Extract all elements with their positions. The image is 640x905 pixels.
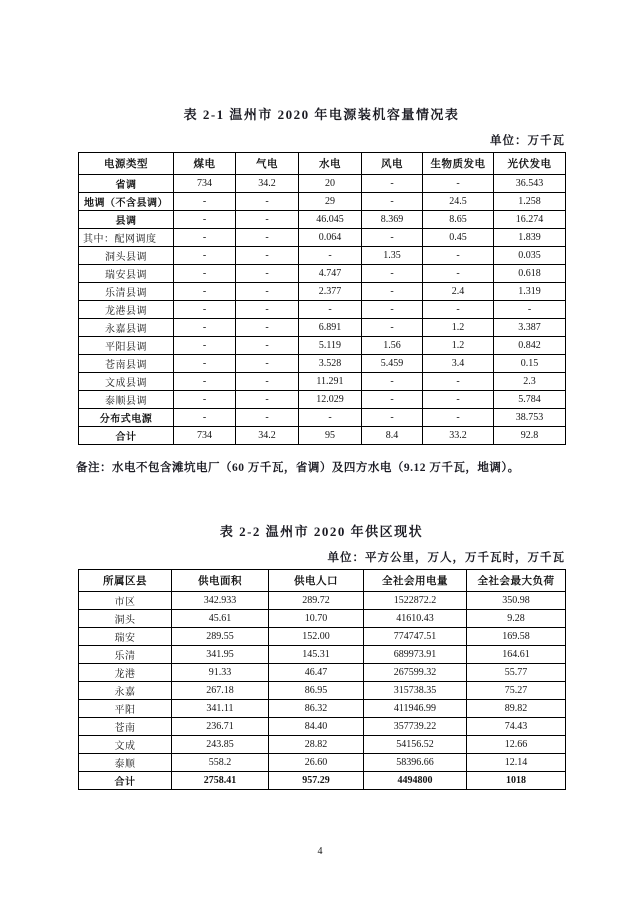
- cell-value: 2.377: [299, 283, 362, 301]
- table1-title: 表 2-1 温州市 2020 年电源装机容量情况表: [183, 107, 460, 122]
- supply-table-body: [79, 592, 566, 790]
- table-row: [79, 193, 566, 211]
- cell-value: 1522872.2: [364, 592, 467, 610]
- cell-value: 92.8: [494, 427, 566, 445]
- cell-value: -: [423, 265, 494, 283]
- table-row: [79, 355, 566, 373]
- cell-value: 1.839: [494, 229, 566, 247]
- table-row: [79, 373, 566, 391]
- cell-value: 341.11: [172, 700, 269, 718]
- cell-value: 20: [299, 175, 362, 193]
- cell-value: 558.2: [172, 754, 269, 772]
- row-label: 其中：配网调度: [79, 229, 174, 247]
- table-row: [79, 175, 566, 193]
- cell-value: 16.274: [494, 211, 566, 229]
- row-label: 永嘉: [79, 682, 172, 700]
- table-row: [79, 700, 566, 718]
- cell-value: -: [299, 247, 362, 265]
- capacity-table-header: [79, 153, 566, 175]
- cell-value: 1018: [467, 772, 566, 790]
- cell-value: -: [423, 175, 494, 193]
- cell-value: 86.32: [269, 700, 364, 718]
- cell-value: -: [299, 409, 362, 427]
- cell-value: 6.891: [299, 319, 362, 337]
- row-label: 平阳县调: [79, 337, 174, 355]
- cell-value: -: [174, 319, 236, 337]
- cell-value: 1.2: [423, 319, 494, 337]
- cell-value: -: [174, 229, 236, 247]
- table-row: [79, 628, 566, 646]
- cell-value: -: [236, 229, 299, 247]
- cell-value: -: [174, 211, 236, 229]
- cell-value: 3.387: [494, 319, 566, 337]
- cell-value: -: [236, 319, 299, 337]
- cell-value: 4.747: [299, 265, 362, 283]
- cell-value: 1.319: [494, 283, 566, 301]
- cell-value: 5.459: [362, 355, 423, 373]
- table-row: [79, 391, 566, 409]
- cell-value: -: [174, 265, 236, 283]
- cell-value: 1.56: [362, 337, 423, 355]
- row-label: 地调（不含县调）: [79, 193, 174, 211]
- table-row: [79, 772, 566, 790]
- header-row: [79, 570, 566, 592]
- table2-block: [78, 521, 565, 790]
- cell-value: 10.70: [269, 610, 364, 628]
- cell-value: 357739.22: [364, 718, 467, 736]
- cell-value: -: [362, 409, 423, 427]
- cell-value: -: [236, 247, 299, 265]
- cell-value: 29: [299, 193, 362, 211]
- table-row: [79, 283, 566, 301]
- cell-value: -: [236, 409, 299, 427]
- row-label: 苍南县调: [79, 355, 174, 373]
- cell-value: -: [423, 247, 494, 265]
- cell-value: -: [423, 301, 494, 319]
- cell-value: -: [174, 247, 236, 265]
- column-header: 全社会用电量: [364, 570, 467, 592]
- cell-value: 89.82: [467, 700, 566, 718]
- cell-value: 95: [299, 427, 362, 445]
- cell-value: 75.27: [467, 682, 566, 700]
- cell-value: -: [423, 391, 494, 409]
- cell-value: -: [362, 193, 423, 211]
- cell-value: 0.842: [494, 337, 566, 355]
- cell-value: -: [236, 337, 299, 355]
- capacity-table-body: [79, 175, 566, 445]
- cell-value: 34.2: [236, 175, 299, 193]
- cell-value: -: [236, 283, 299, 301]
- cell-value: -: [236, 211, 299, 229]
- cell-value: -: [174, 337, 236, 355]
- table1-unit-label: 单位：万千瓦: [490, 135, 565, 147]
- cell-value: 774747.51: [364, 628, 467, 646]
- cell-value: 164.61: [467, 646, 566, 664]
- cell-value: -: [236, 391, 299, 409]
- column-header: 生物质发电: [423, 153, 494, 175]
- cell-value: -: [174, 409, 236, 427]
- cell-value: 36.543: [494, 175, 566, 193]
- cell-value: 3.4: [423, 355, 494, 373]
- cell-value: -: [174, 301, 236, 319]
- table-row: [79, 664, 566, 682]
- row-label: 洞头县调: [79, 247, 174, 265]
- cell-value: -: [362, 391, 423, 409]
- supply-table: [78, 569, 566, 790]
- cell-value: 734: [174, 175, 236, 193]
- table-row: [79, 718, 566, 736]
- column-header: 供电面积: [172, 570, 269, 592]
- column-header: 电源类型: [79, 153, 174, 175]
- cell-value: 55.77: [467, 664, 566, 682]
- cell-value: 5.784: [494, 391, 566, 409]
- cell-value: 243.85: [172, 736, 269, 754]
- column-header: 光伏发电: [494, 153, 566, 175]
- cell-value: 41610.43: [364, 610, 467, 628]
- cell-value: 734: [174, 427, 236, 445]
- row-label: 永嘉县调: [79, 319, 174, 337]
- cell-value: -: [174, 391, 236, 409]
- cell-value: -: [236, 301, 299, 319]
- cell-value: 86.95: [269, 682, 364, 700]
- cell-value: 4494800: [364, 772, 467, 790]
- cell-value: 58396.66: [364, 754, 467, 772]
- table-row: [79, 610, 566, 628]
- table2-title: 表 2-2 温州市 2020 年供区现状: [219, 524, 424, 539]
- header-row: [79, 153, 566, 175]
- row-label: 合计: [79, 772, 172, 790]
- cell-value: -: [236, 265, 299, 283]
- cell-value: -: [362, 229, 423, 247]
- cell-value: 46.47: [269, 664, 364, 682]
- cell-value: -: [362, 301, 423, 319]
- cell-value: 38.753: [494, 409, 566, 427]
- table-row: [79, 247, 566, 265]
- cell-value: 315738.35: [364, 682, 467, 700]
- table-row: [79, 265, 566, 283]
- cell-value: 2.3: [494, 373, 566, 391]
- cell-value: 26.60: [269, 754, 364, 772]
- cell-value: 957.29: [269, 772, 364, 790]
- row-label: 平阳: [79, 700, 172, 718]
- cell-value: 3.528: [299, 355, 362, 373]
- row-label: 泰顺: [79, 754, 172, 772]
- cell-value: -: [362, 283, 423, 301]
- cell-value: 11.291: [299, 373, 362, 391]
- cell-value: 0.064: [299, 229, 362, 247]
- row-label: 瑞安: [79, 628, 172, 646]
- row-label: 市区: [79, 592, 172, 610]
- cell-value: 24.5: [423, 193, 494, 211]
- row-label: 文成县调: [79, 373, 174, 391]
- row-label: 分布式电源: [79, 409, 174, 427]
- cell-value: 289.72: [269, 592, 364, 610]
- row-label: 泰顺县调: [79, 391, 174, 409]
- table-row: [79, 592, 566, 610]
- cell-value: -: [174, 373, 236, 391]
- cell-value: 0.15: [494, 355, 566, 373]
- row-label: 合计: [79, 427, 174, 445]
- cell-value: 34.2: [236, 427, 299, 445]
- column-header: 煤电: [174, 153, 236, 175]
- cell-value: -: [236, 355, 299, 373]
- table1-block: [78, 104, 565, 475]
- column-header: 全社会最大负荷: [467, 570, 566, 592]
- row-label: 瑞安县调: [79, 265, 174, 283]
- cell-value: 0.035: [494, 247, 566, 265]
- row-label: 洞头: [79, 610, 172, 628]
- row-label: 省调: [79, 175, 174, 193]
- row-label: 龙港: [79, 664, 172, 682]
- cell-value: 54156.52: [364, 736, 467, 754]
- cell-value: -: [362, 265, 423, 283]
- cell-value: 169.58: [467, 628, 566, 646]
- cell-value: 5.119: [299, 337, 362, 355]
- cell-value: 152.00: [269, 628, 364, 646]
- cell-value: 74.43: [467, 718, 566, 736]
- cell-value: -: [494, 301, 566, 319]
- cell-value: 9.28: [467, 610, 566, 628]
- supply-table-header: [79, 570, 566, 592]
- cell-value: 267.18: [172, 682, 269, 700]
- row-label: 县调: [79, 211, 174, 229]
- page-content: [78, 0, 565, 790]
- cell-value: 33.2: [423, 427, 494, 445]
- cell-value: 46.045: [299, 211, 362, 229]
- cell-value: -: [423, 373, 494, 391]
- cell-value: 1.2: [423, 337, 494, 355]
- cell-value: -: [362, 373, 423, 391]
- table2-unit-label: 单位：平方公里，万人，万千瓦时，万千瓦: [327, 552, 565, 564]
- cell-value: 28.82: [269, 736, 364, 754]
- cell-value: 8.4: [362, 427, 423, 445]
- table-row: [79, 736, 566, 754]
- cell-value: 8.65: [423, 211, 494, 229]
- cell-value: -: [236, 193, 299, 211]
- table-row: [79, 646, 566, 664]
- row-label: 苍南: [79, 718, 172, 736]
- column-header: 水电: [299, 153, 362, 175]
- table-row: [79, 682, 566, 700]
- row-label: 乐清县调: [79, 283, 174, 301]
- capacity-table: [78, 152, 566, 445]
- cell-value: 236.71: [172, 718, 269, 736]
- cell-value: -: [174, 355, 236, 373]
- cell-value: 2.4: [423, 283, 494, 301]
- table-row: [79, 427, 566, 445]
- column-header: 气电: [236, 153, 299, 175]
- cell-value: 289.55: [172, 628, 269, 646]
- cell-value: 1.35: [362, 247, 423, 265]
- page-number: 4: [317, 846, 323, 857]
- cell-value: 12.14: [467, 754, 566, 772]
- cell-value: 342.933: [172, 592, 269, 610]
- table-row: [79, 301, 566, 319]
- cell-value: 91.33: [172, 664, 269, 682]
- cell-value: -: [362, 319, 423, 337]
- cell-value: 689973.91: [364, 646, 467, 664]
- table-row: [79, 337, 566, 355]
- cell-value: 8.369: [362, 211, 423, 229]
- cell-value: 341.95: [172, 646, 269, 664]
- cell-value: 12.66: [467, 736, 566, 754]
- cell-value: 2758.41: [172, 772, 269, 790]
- table-row: [79, 211, 566, 229]
- table-row: [79, 229, 566, 247]
- cell-value: 0.618: [494, 265, 566, 283]
- cell-value: 0.45: [423, 229, 494, 247]
- cell-value: -: [174, 193, 236, 211]
- cell-value: -: [362, 175, 423, 193]
- row-label: 文成: [79, 736, 172, 754]
- cell-value: 84.40: [269, 718, 364, 736]
- cell-value: 1.258: [494, 193, 566, 211]
- cell-value: -: [174, 283, 236, 301]
- cell-value: -: [236, 373, 299, 391]
- row-label: 乐清: [79, 646, 172, 664]
- column-header: 所属区县: [79, 570, 172, 592]
- table-row: [79, 409, 566, 427]
- cell-value: 350.98: [467, 592, 566, 610]
- row-label: 龙港县调: [79, 301, 174, 319]
- cell-value: 411946.99: [364, 700, 467, 718]
- cell-value: -: [423, 409, 494, 427]
- cell-value: 45.61: [172, 610, 269, 628]
- table1-note: 备注：水电不包含滩坑电厂（60 万千瓦，省调）及四方水电（9.12 万千瓦，地调）。: [76, 462, 520, 474]
- cell-value: 145.31: [269, 646, 364, 664]
- cell-value: 267599.32: [364, 664, 467, 682]
- table-row: [79, 319, 566, 337]
- cell-value: 12.029: [299, 391, 362, 409]
- cell-value: -: [299, 301, 362, 319]
- table-row: [79, 754, 566, 772]
- column-header: 供电人口: [269, 570, 364, 592]
- column-header: 风电: [362, 153, 423, 175]
